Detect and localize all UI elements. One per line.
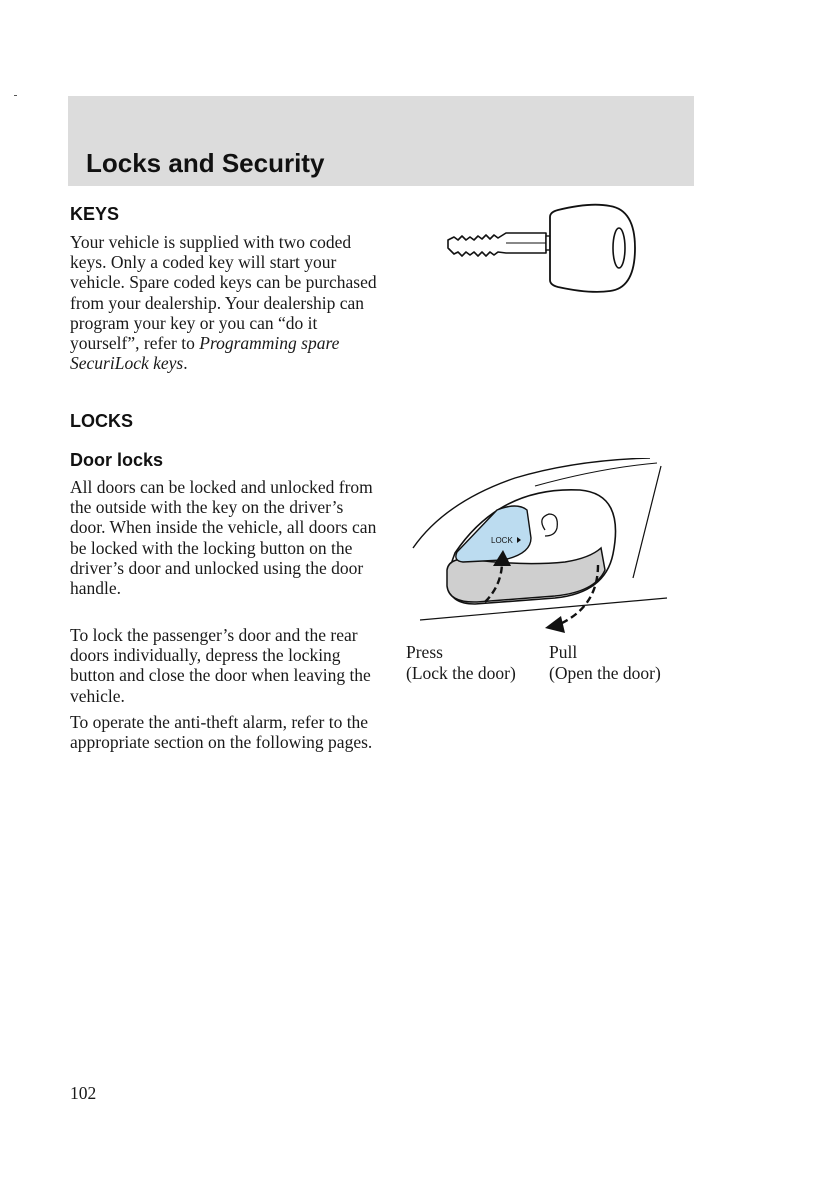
keys-paragraph (70, 232, 380, 373)
door-bottom-line (420, 598, 667, 620)
header-band (68, 96, 694, 186)
door-handle-illustration (405, 458, 675, 640)
keys-heading: KEYS (70, 204, 120, 224)
door-edge-line (633, 466, 661, 578)
press-caption (406, 642, 516, 683)
pull-arrowhead (545, 616, 565, 633)
scan-mark (14, 95, 17, 96)
door-locks-subheading: Door locks (70, 450, 164, 470)
door-locks-paragraph-3: To operate the anti-theft alarm, refer to the appropriate section on the following pages. (70, 712, 373, 753)
lock-button-label: LOCK (491, 536, 513, 545)
keys-paragraph-end: . (183, 353, 188, 374)
keys-paragraph-text: Your vehicle is supplied with two coded keys. Only a coded key will start your vehicle. Spare coded keys can be purchased from your dealership. Your dealership can program your key or you can “do it yourself”, refer to (70, 232, 377, 354)
page-number: 102 (70, 1083, 97, 1103)
key-illustration (440, 200, 640, 296)
page-title: Locks and Security (86, 148, 325, 178)
pull-caption-line1: Pull (549, 642, 578, 662)
press-caption-line1: Press (406, 642, 443, 662)
key-ring-hole (613, 228, 625, 268)
door-trim-line (535, 463, 657, 486)
door-locks-paragraph-1: All doors can be locked and unlocked from the outside with the key on the driver’s door. When inside the vehicle, all doors can be locked with the locking button on the driver’s door and unlocked using the door handle. (70, 477, 377, 599)
key-blade (448, 233, 546, 256)
pull-caption-line2: (Open the door) (549, 662, 661, 683)
keys-paragraph-reference: Programming spare SecuriLock keys (70, 333, 340, 374)
pull-caption (549, 642, 661, 683)
press-caption-line2: (Lock the door) (406, 662, 516, 683)
lock-button (456, 506, 531, 562)
door-locks-paragraph-2: To lock the passenger’s door and the rear doors individually, depress the locking button and close the door when leaving the vehicle. (70, 625, 371, 706)
locks-heading: LOCKS (70, 411, 133, 431)
